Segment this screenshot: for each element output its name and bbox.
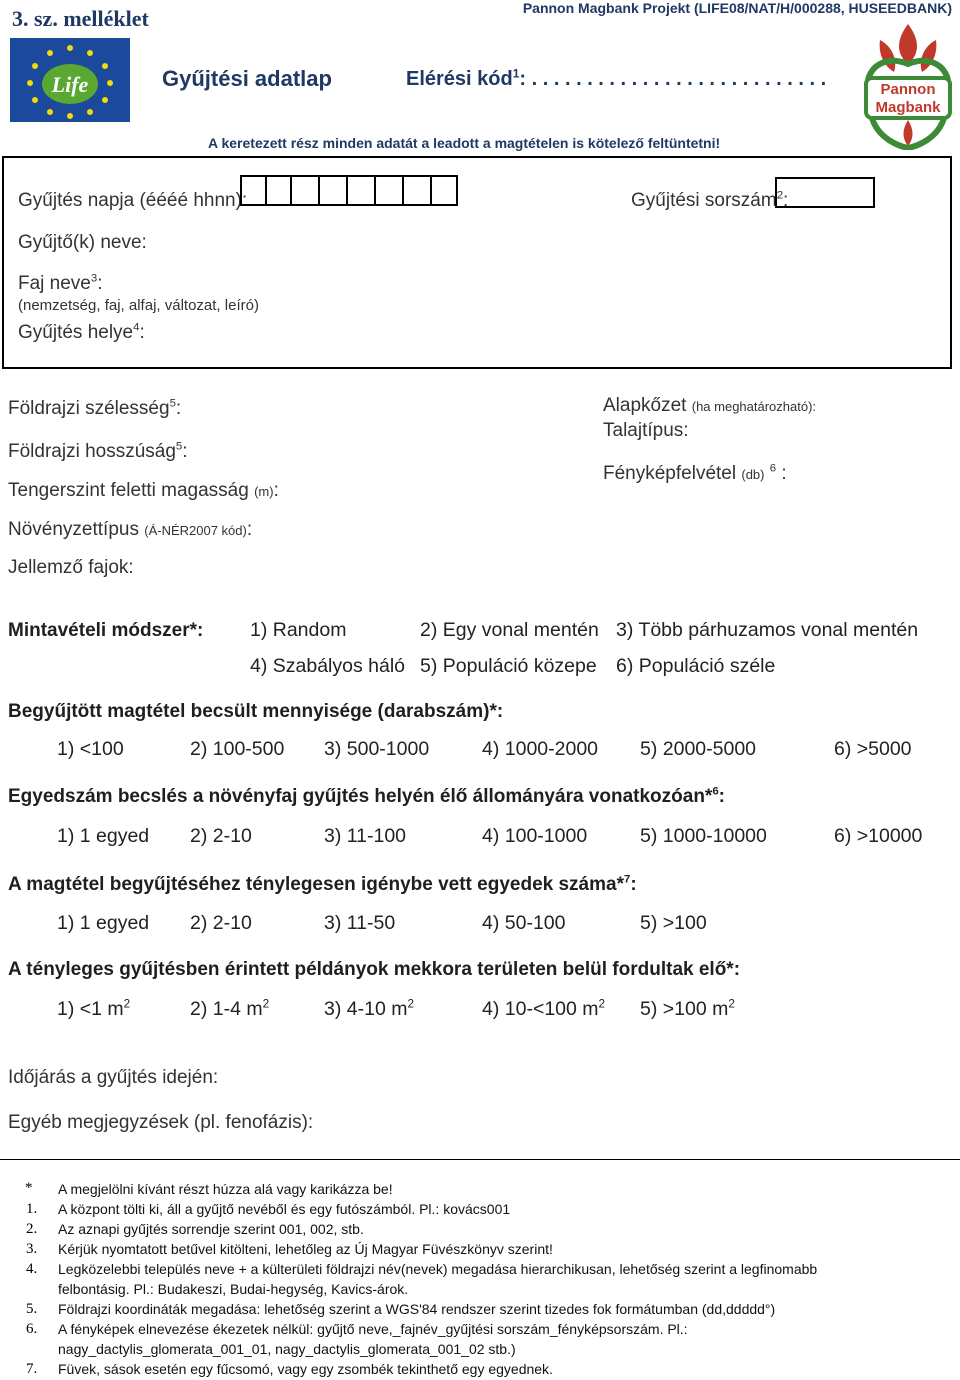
sampling-option[interactable]: 2) Egy vonal mentén	[420, 619, 599, 641]
footnote-mark: 1.	[26, 1201, 38, 1217]
population-option[interactable]: 2) 2-10	[190, 825, 252, 847]
mandatory-note: A keretezett rész minden adatát a leadott a magtételen is kötelező feltüntetni!	[208, 135, 721, 151]
footnote-mark: 2.	[26, 1221, 38, 1237]
population-option[interactable]: 3) 11-100	[324, 825, 407, 847]
date-digit-box[interactable]	[402, 175, 430, 206]
sampling-option[interactable]: 5) Populáció közepe	[420, 655, 597, 677]
access-code-field[interactable]: Elérési kód$^1$: . . . . . . . . . . . . . . . . . . . . . . . . . . .	[406, 66, 827, 90]
footnote-text: A központ tölti ki, áll a gyűjtő nevéből és egy futószámból. Pl.: kovács001	[58, 1201, 511, 1217]
footnote-mark: 5.	[26, 1301, 38, 1317]
sampling-option[interactable]: 1) Random	[250, 619, 347, 641]
annex-label: 3. sz. melléklet	[12, 6, 149, 31]
date-digit-box[interactable]	[240, 175, 265, 206]
footnote-mark: 6.	[26, 1321, 38, 1337]
area-option[interactable]: 4) 10-<100 $m^2$	[482, 997, 606, 1020]
population-heading: Egyedszám becslés a növényfaj gyűjtés helyén élő állományára vonatkozóan*$^6$:	[8, 785, 725, 807]
date-digit-box[interactable]	[290, 175, 318, 206]
population-option[interactable]: 1) 1 egyed	[57, 825, 150, 847]
quantity-option[interactable]: 3) 500-1000	[324, 738, 430, 760]
footnote-text: Legközelebbi település neve + a külterületi földrajzi név(nevek) megadása hierarchikusan, lehetőség szerint a legfinomabb	[58, 1261, 818, 1277]
other-notes-label: Egyéb megjegyzések (pl. fenofázis):	[8, 1112, 314, 1133]
bedrock-label: Alapkőzet (ha meghatározható):	[603, 395, 817, 416]
individuals-heading: A magtétel begyűjtéséhez ténylegesen igénybe vett egyedek száma*$^7$:	[8, 873, 637, 895]
sheet-title: Gyűjtési adatlap	[162, 66, 332, 91]
svg-text:Magbank: Magbank	[875, 99, 941, 116]
footnote-text: A megjelölni kívánt részt húzza alá vagy karikázza be!	[58, 1181, 393, 1197]
collector-name-label: Gyűjtő(k) neve:	[18, 232, 147, 253]
area-heading: A tényleges gyűjtésben érintett példányok mekkora területen belül fordultak elő*:	[8, 959, 741, 980]
individuals-option[interactable]: 4) 50-100	[482, 912, 566, 934]
quantity-option[interactable]: 2) 100-500	[190, 738, 285, 760]
weather-label: Időjárás a gyűjtés idején:	[8, 1067, 219, 1088]
pannon-magbank-logo	[858, 20, 958, 150]
footnote-mark: 7.	[26, 1361, 38, 1377]
date-digit-box[interactable]	[346, 175, 374, 206]
quantity-option[interactable]: 6) >5000	[834, 738, 912, 760]
footnote-divider	[0, 1159, 960, 1160]
quantity-option[interactable]: 1) <100	[57, 738, 124, 760]
area-option[interactable]: 2) 1-4 $m^2$	[190, 997, 270, 1020]
collection-date-label: Gyűjtés napja (éééé hhnn):	[18, 190, 248, 211]
sampling-option[interactable]: 6) Populáció széle	[616, 655, 776, 677]
latitude-label: Földrajzi szélesség$^5$:	[8, 397, 182, 419]
sampling-option[interactable]: 4) Szabályos háló	[250, 655, 406, 677]
area-option[interactable]: 5) >100 $m^2$	[640, 997, 735, 1020]
vegetation-type-label: Növényzettípus (Á-NÉR2007 kód):	[8, 519, 253, 540]
footnote-text: A fényképek elnevezése ékezetek nélkül: gyűjtő neve,_fajnév_gyűjtési sorszám_fényképsorszám. Pl.:	[58, 1321, 688, 1337]
longitude-label: Földrajzi hosszúság$^5$:	[8, 440, 188, 462]
footnote-text: Földrajzi koordináták megadása: lehetőség szerint a WGS'84 rendszer szerint tizedes fok formátumban (dd,ddddd°)	[58, 1301, 776, 1317]
svg-text:Pannon: Pannon	[880, 81, 936, 98]
population-option[interactable]: 6) >10000	[834, 825, 923, 847]
footnote-mark: 4.	[26, 1261, 38, 1277]
life-logo-text: Life	[51, 72, 89, 97]
quantity-heading: Begyűjtött magtétel becsült mennyisége (darabszám)*:	[8, 701, 504, 722]
photo-count-label: Fényképfelvétel (db) $^6$ :	[603, 462, 787, 484]
collection-date-boxes[interactable]	[240, 175, 458, 206]
footnote-mark: 3.	[26, 1241, 38, 1257]
life-logo	[10, 38, 130, 122]
footnote-text: nagy_dactylis_glomerata_001_01, nagy_dactylis_glomerata_001_02 stb.)	[58, 1341, 516, 1357]
footnote-text: Az aznapi gyűjtés sorrendje szerint 001, 002, stb.	[58, 1221, 364, 1237]
footnote-mark: *	[25, 1180, 33, 1196]
individuals-option[interactable]: 2) 2-10	[190, 912, 252, 934]
footnote-text: felbontásig. Pl.: Budakeszi, Budai-hegység, Kavics-árok.	[58, 1281, 409, 1297]
date-digit-box[interactable]	[265, 175, 290, 206]
sampling-option[interactable]: 3) Több párhuzamos vonal mentén	[616, 619, 919, 641]
individuals-option[interactable]: 1) 1 egyed	[57, 912, 150, 934]
collection-place-label: Gyűjtés helye$^4$:	[18, 321, 145, 343]
date-digit-box[interactable]	[374, 175, 402, 206]
quantity-option[interactable]: 4) 1000-2000	[482, 738, 599, 760]
area-option[interactable]: 3) 4-10 $m^2$	[324, 997, 414, 1020]
footnote-text: Kérjük nyomtatott betűvel kitölteni, lehetőleg az Új Magyar Füvészkönyv szerint!	[58, 1241, 553, 1257]
population-option[interactable]: 5) 1000-10000	[640, 825, 767, 847]
population-option[interactable]: 4) 100-1000	[482, 825, 588, 847]
species-name-label: Faj neve$^3$:	[18, 272, 103, 294]
serial-number-label: Gyűjtési sorszám$^2$:	[631, 189, 789, 211]
date-digit-box[interactable]	[430, 175, 458, 206]
individuals-option[interactable]: 3) 11-50	[324, 912, 396, 934]
footnote-text: Füvek, sások esetén egy fűcsomó, vagy egy zsombék tekinthető egy egyednek.	[58, 1361, 553, 1377]
sampling-method-heading: Mintavételi módszer*:	[8, 620, 204, 641]
soil-type-label: Talajtípus:	[603, 420, 689, 441]
date-digit-box[interactable]	[318, 175, 346, 206]
typical-species-label: Jellemző fajok:	[8, 557, 134, 578]
species-name-hint: (nemzetség, faj, alfaj, változat, leíró)	[18, 297, 259, 314]
altitude-label: Tengerszint feletti magasság (m):	[8, 480, 279, 501]
quantity-option[interactable]: 5) 2000-5000	[640, 738, 757, 760]
individuals-option[interactable]: 5) >100	[640, 912, 707, 934]
project-reference: Pannon Magbank Projekt (LIFE08/NAT/H/000288, HUSEEDBANK)	[522, 0, 952, 16]
area-option[interactable]: 1) <1 $m^2$	[57, 997, 131, 1020]
serial-number-box[interactable]	[775, 177, 875, 208]
